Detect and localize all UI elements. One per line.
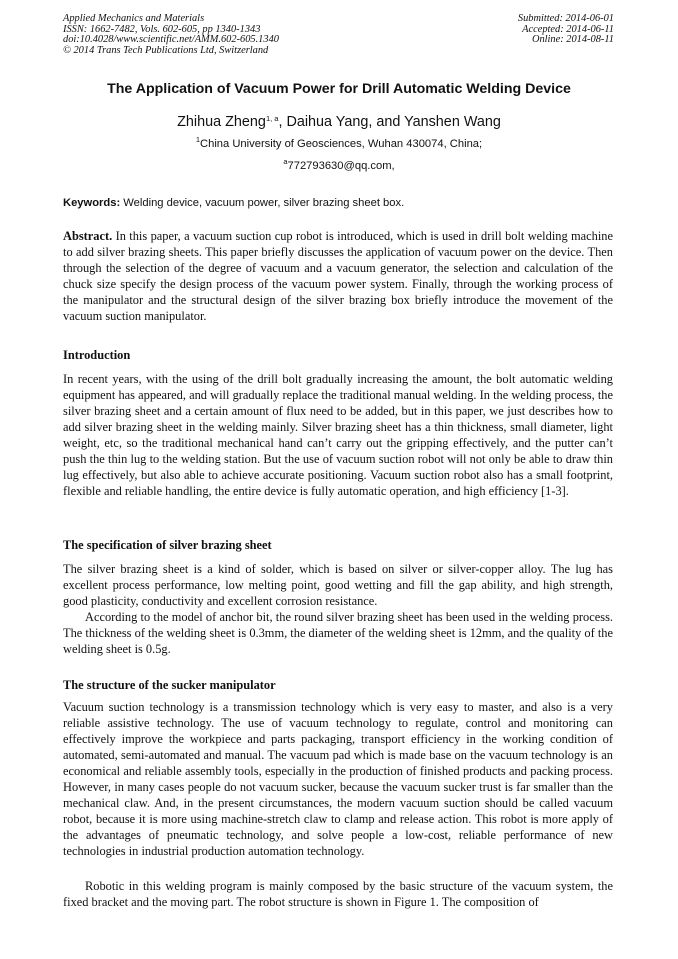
journal-header-left [63,14,279,56]
structure-paragraph-1: Vacuum suction technology is a transmission technology which is very easy to master, and also is a very reliable assistive technology. The use of vacuum technology to regulate, control and monitoring can effectively improve the workpiece and parts packaging, transport efficiency in the working condition of automated, semi-automated and manual. The vacuum pad which is made base on the vacuum technology is an economical and reliable assembly tools, especially in the production of finished products and packing process. However, in many cases people do not vacuum sucker, because the vacuum sucker trust is far smaller than the mechanical claw. And, in the present circumstances, the modern vacuum suction should be called vacuum robot, because it is more using machine-stretch claw to clamp and release action. This robot is more apply of the advantages of pneumatic technology, and solve people a low-cost, reliable performance of new technologies in industrial production automation technology. [63,700,613,858]
author-first: Zhihua Zheng [177,114,266,130]
introduction-paragraph: In recent years, with the using of the drill bolt gradually increasing the amount, the bolt automatic welding equipment has appeared, and will gradually replace the traditional manual welding. In the welding process, the silver brazing sheet and a certain amount of flux need to be added, but in this paper, we just describes how to add silver brazing sheet in the welding mainly. Silver brazing sheet has a thin thickness, small diameter, light weight, etc, so the traditional mechanical hand can’t carry out the gripping effectively, and the putter can’t push the thin lug to the welding station. But the use of vacuum suction robot will not only be able to draw thin lug effectively, but also able to achieve accurate positioning. Vacuum suction robot also has a small footprint, flexible and reliable handling, the entire device is fully automatic operation, and high efficiency [1-3]. [63,372,613,498]
journal-name: Applied Mechanics and Materials [63,13,205,24]
affiliation-superscript: 1 [195,135,201,144]
paper-title: The Application of Vacuum Power for Drill Automatic Welding Device [107,81,571,97]
journal-header-right [518,14,614,46]
specification-paragraph-2: According to the model of anchor bit, the round silver brazing sheet has been used in the welding process. The thickness of the welding sheet is 0.3mm, the diameter of the welding sheet is 12mm, and the quality of the welding sheet is 0.5g. [63,610,613,656]
accepted-date: Accepted: 2014-06-11 [522,23,614,35]
specification-paragraph-1: The silver brazing sheet is a kind of solder, which is based on silver or silver-copper alloy. The lug has excellent process performance, low melting point, good wetting and fill the gap ability, and high strength, good plasticity, conductivity and excellent corrosion resistance. [63,562,613,608]
heading-specification: The specification of silver brazing sheet [63,538,272,552]
structure-paragraph-2: Robotic in this welding program is mainly composed by the basic structure of the vacuum system, the fixed bracket and the moving part. The robot structure is shown in Figure 1. The composition of [63,879,613,909]
issn-line: ISSN: 1662-7482, Vols. 602-605, pp 1340-1343 [63,23,261,35]
author-first-superscript: 1, a [265,114,279,123]
online-date: Online: 2014-08-11 [531,34,614,46]
keywords-label: Keywords: [63,197,121,209]
email-line [0,157,678,172]
abstract-label: Abstract. [63,229,113,243]
copyright-line: © 2014 Trans Tech Publications Ltd, Switzerland [63,44,269,56]
email-address[interactable]: 772793630@qq.com, [287,160,395,172]
heading-structure: The structure of the sucker manipulator [63,678,276,692]
author-rest: , Daihua Yang, and Yanshen Wang [278,114,501,130]
abstract-text: In this paper, a vacuum suction cup robot is introduced, which is used in drill bolt welding machine to add silver brazing sheets. This paper briefly discusses the application of vacuum power on the device. Then through the selection of the degree of vacuum and a vacuum generator, the selection and calculation of the chuck size specify the design process of the vacuum power system. Finally, through the working process of the manipulator and the structural design of the silver brazing box briefly introduce the movement of the vacuum suction manipulator. [63,229,613,323]
author-list [0,114,678,130]
doi-line[interactable]: doi:10.4028/www.scientific.net/AMM.602-605.1340 [63,34,279,46]
affiliation-text: China University of Geosciences, Wuhan 430074, China; [200,138,483,150]
keywords-text: Welding device, vacuum power, silver brazing sheet box. [120,197,405,209]
heading-introduction: Introduction [63,348,131,362]
submitted-date: Submitted: 2014-06-01 [517,13,614,24]
keywords [63,197,404,209]
email-superscript: a [283,157,288,166]
abstract [63,229,613,325]
affiliation [0,135,678,150]
